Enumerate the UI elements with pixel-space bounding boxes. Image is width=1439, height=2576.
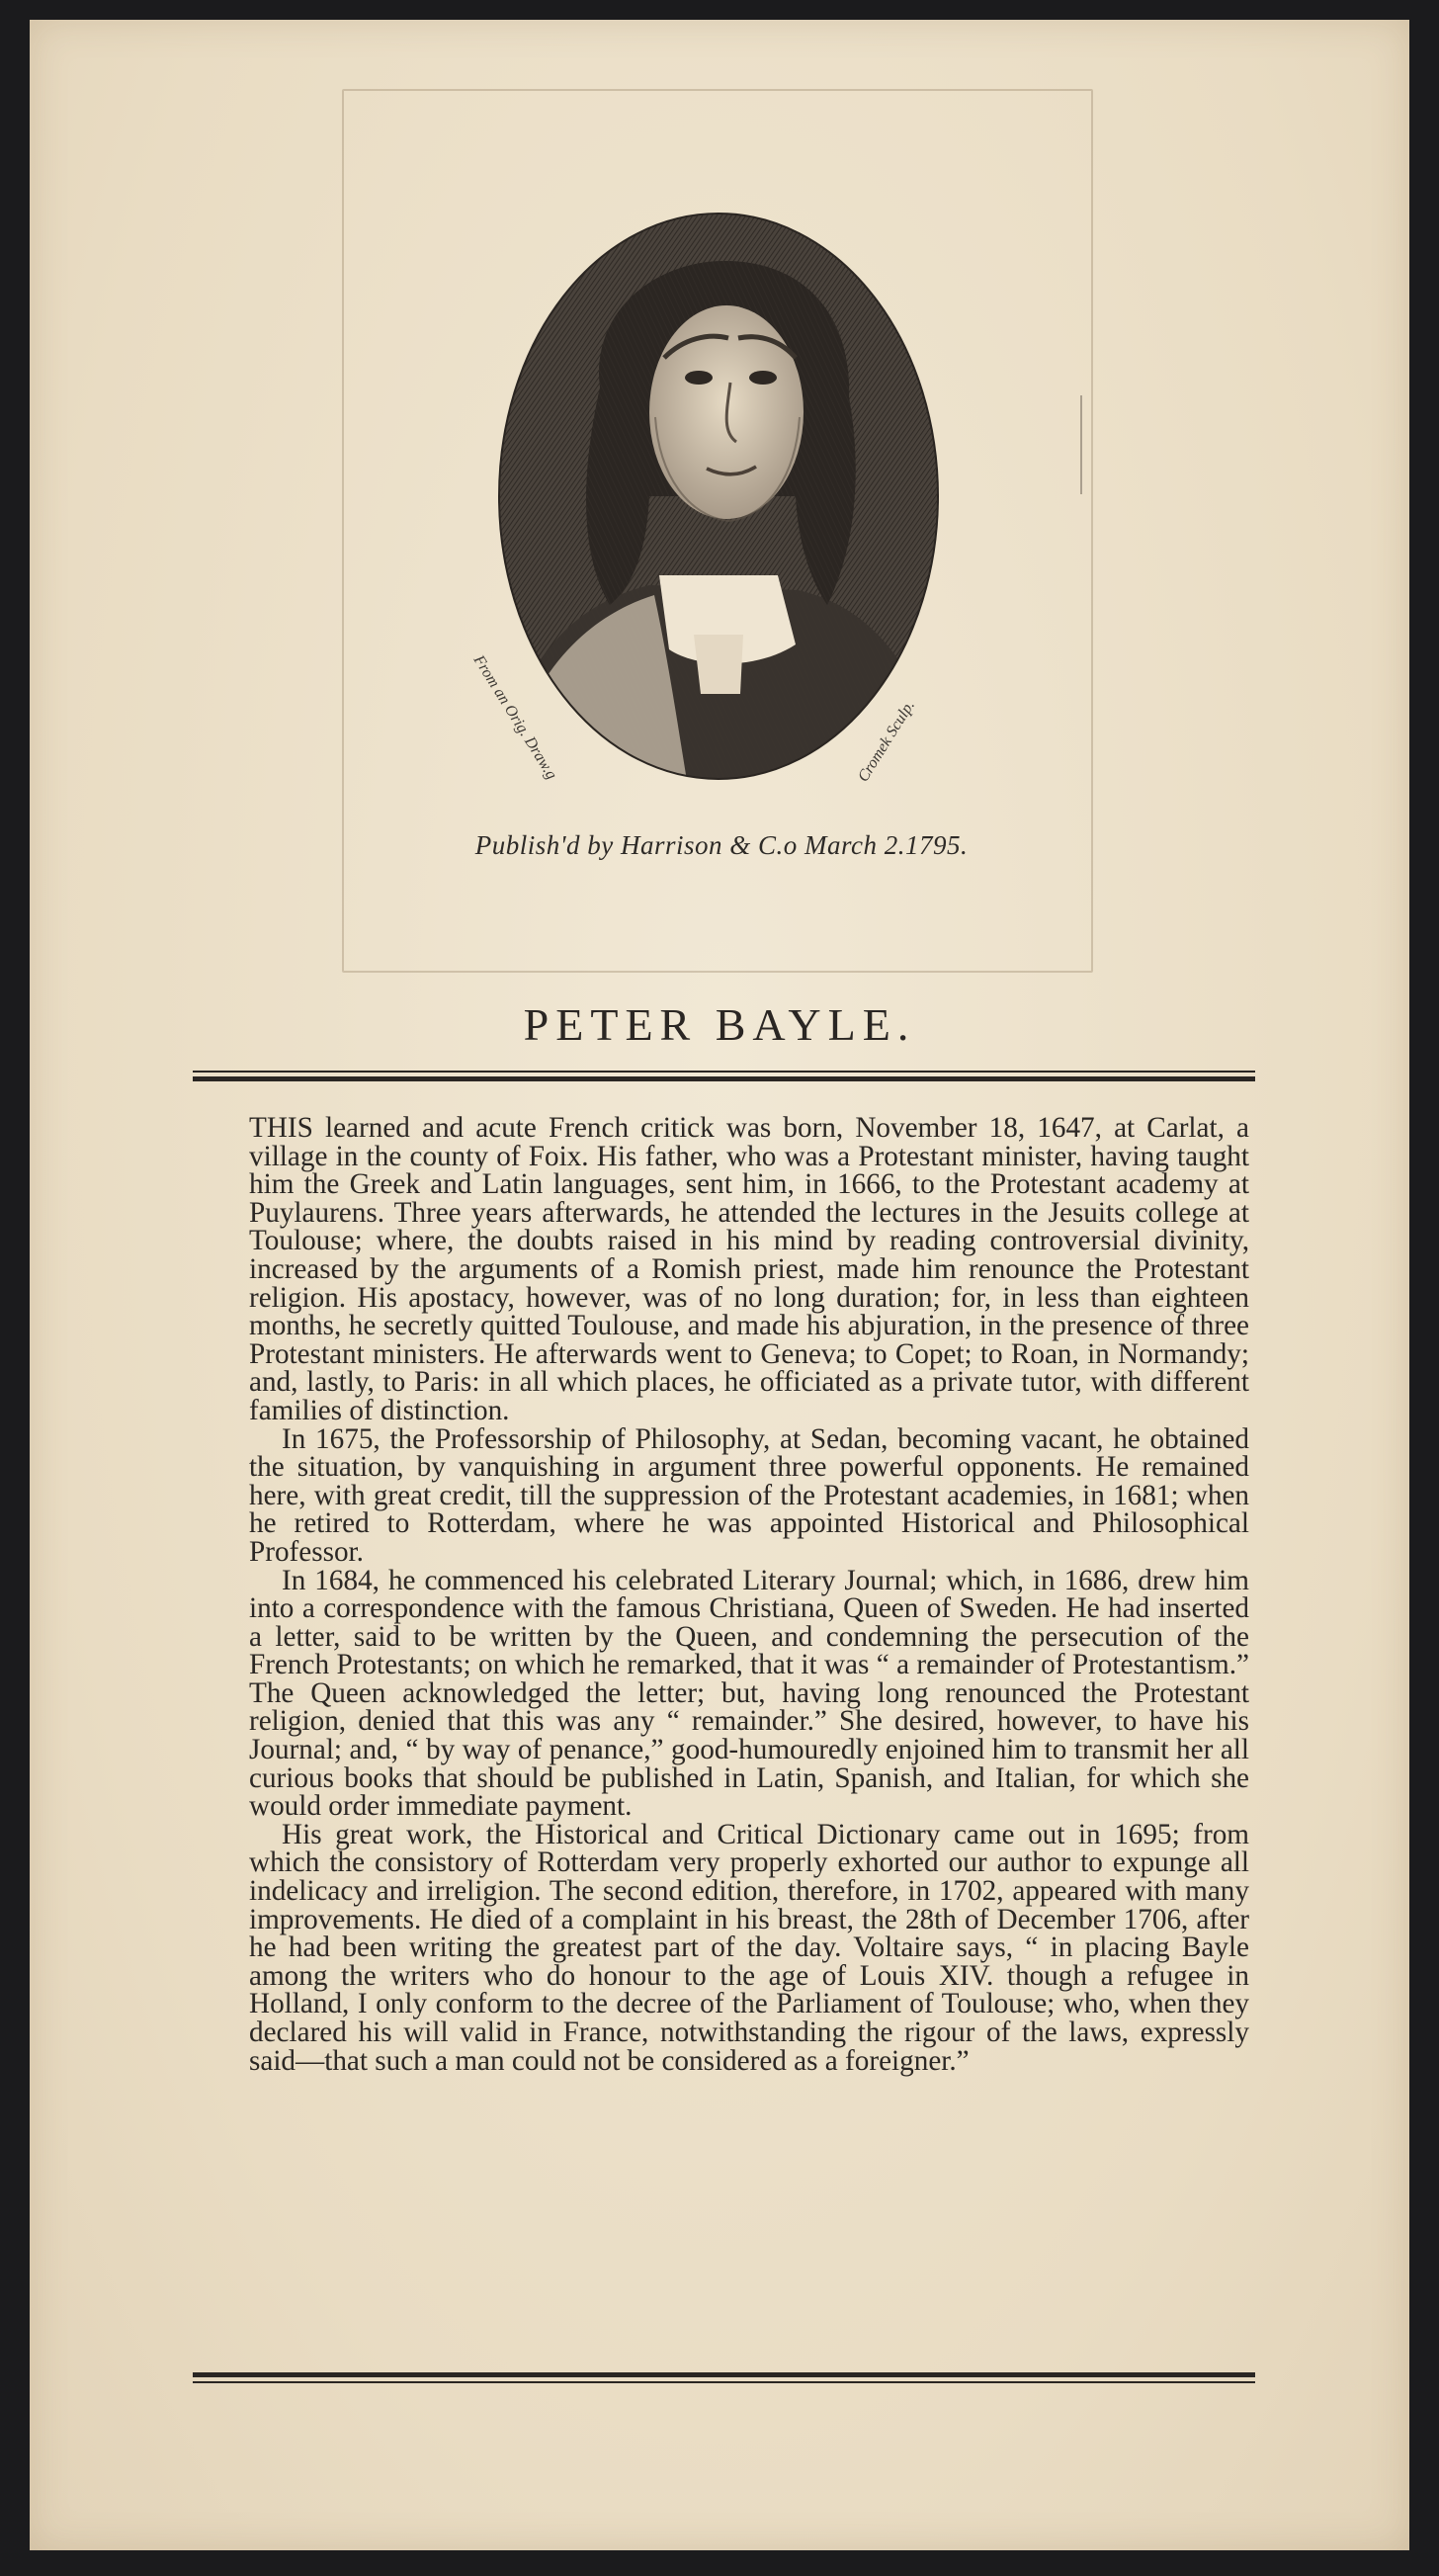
article-title: PETER BAYLE. [523, 999, 916, 1050]
portrait-engraving [481, 200, 956, 793]
top-rule [193, 1071, 1255, 1081]
article-body [249, 1114, 1249, 2075]
plate-scratch [1080, 395, 1082, 494]
bottom-rule [193, 2372, 1255, 2383]
engraver-credit: Cromek Sculp. [855, 697, 919, 786]
artist-credit: From an Orig. Draw.g [469, 652, 560, 783]
paragraph: In 1675, the Professorship of Philosophy, at Sedan, becoming vacant, he obtained the situation, by vanquishing in argument three powerful opponents. He remained here, with great credit, till the suppression of the Protestant academies, in 1681; when he retired to Rotterdam, where he was appointed Historical and Philosophical Professor. [249, 1422, 1249, 1568]
paragraph: His great work, the Historical and Critical Dictionary came out in 1695; from which the consistory of Rotterdam very properly exhorted our author to expunge all indelicacy and irreligion. The second edition, therefore, in 1702, appeared with many improvements. He died of a complaint in his breast, the 28th of December 1706, after he had been writing the greatest part of the day. Voltaire says, “ in placing Bayle among the writers who do honour to the age of Louis XIV. though a refugee in Holland, I only conform to the decree of the Parliament of Toulouse; who, when they declared his will valid in France, notwithstanding the rigour of the laws, expressly said—that such a man could not be considered as a foreigner.” [249, 1818, 1249, 2077]
paper-sheet [30, 20, 1409, 2550]
paragraph: THIS learned and acute French critick was born, November 18, 1647, at Carlat, a village in the county of Foix. His father, who was a Protestant minister, having taught him the Greek and Latin languages, sent him, in 1666, to the Protestant academy at Puylaurens. Three years afterwards, he attended the lectures in the Jesuits college at Toulouse; where, the doubts raised in his mind by reading controversial divinity, increased by the arguments of a Romish priest, made him renounce the Protestant religion. His apostacy, however, was of no long duration; for, in less than eighteen months, he secretly quitted Toulouse, and made his abjuration, in the presence of three Protestant ministers. He afterwards went to Geneva; to Copet; to Roan, in Normandy; and, lastly, to Paris: in all which places, he officiated as a private tutor, with different families of distinction. [249, 1112, 1249, 1426]
publication-line: Publish'd by Harrison & C.o March 2.1795. [474, 830, 969, 860]
paragraph: In 1684, he commenced his celebrated Literary Journal; which, in 1686, drew him into a correspondence with the famous Christiana, Queen of Sweden. He had inserted a letter, said to be written by the Queen, and condemning the persecution of the French Protestants; on which he remarked, that it was “ a remainder of Protestantism.” The Queen acknowledged the letter; but, having long renounced the Protestant religion, denied that this was any “ remainder.” She desired, however, to have his Journal; and, “ by way of penance,” good-humouredly enjoined him to transmit her all curious books that should be published in Latin, Spanish, and Italian, for which she would order immediate payment. [249, 1564, 1249, 1823]
